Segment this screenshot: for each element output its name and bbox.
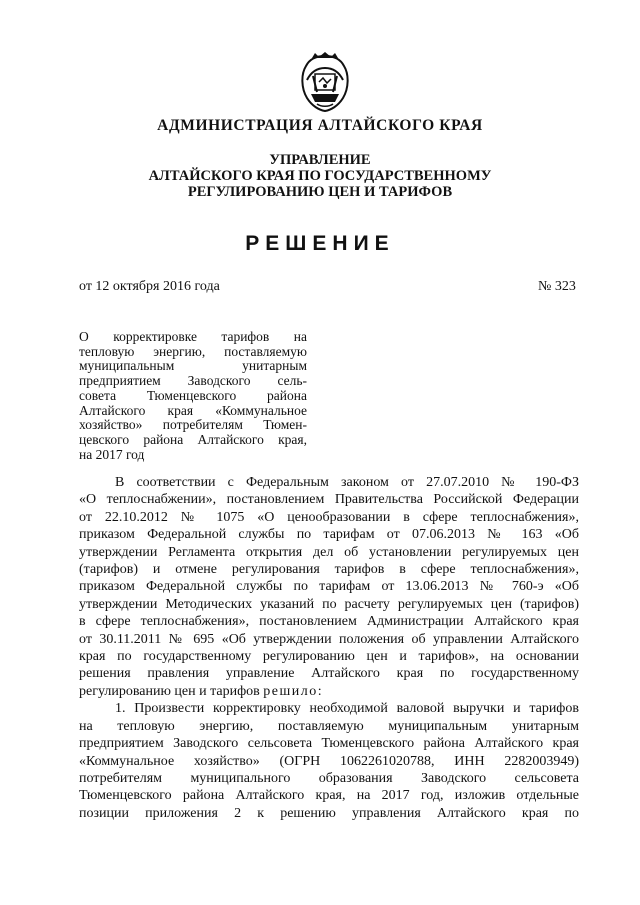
subject-line: О корректировке тарифов на bbox=[79, 329, 307, 344]
subject-line: цевского района Алтайского края, bbox=[79, 431, 307, 447]
document-date: от 12 октября 2016 года bbox=[79, 279, 220, 294]
body-line: (тарифов) и отмене регулирования тарифов в сфере теплоснабжения», bbox=[79, 562, 579, 578]
organization-title: АДМИНИСТРАЦИЯ АЛТАЙСКОГО КРАЯ bbox=[157, 117, 483, 134]
subject-line: совета Тюменцевского района bbox=[79, 387, 307, 403]
body-line: утверждении Методических указаний по расчету регулируемых цен (тарифов) bbox=[79, 596, 579, 612]
department-line: РЕГУЛИРОВАНИЮ ЦЕН И ТАРИФОВ bbox=[187, 184, 453, 200]
body-line: «О теплоснабжении», постановлением Правительства Российской Федерации bbox=[79, 492, 579, 508]
subject-line: муниципальным унитарным bbox=[79, 358, 307, 374]
department-title bbox=[0, 152, 640, 200]
body-line: приказом Федеральной службы по тарифам от 07.06.2013 № 163 «Об bbox=[79, 527, 579, 543]
item1-line: позиции приложения 2 к решению управления Алтайского края по bbox=[79, 805, 579, 821]
body-final-suffix: : bbox=[317, 683, 322, 699]
item1-line: «Коммунальное хозяйство» (ОГРН 1062261020788, ИНН 2282003949) bbox=[79, 753, 579, 769]
subject-block bbox=[79, 330, 307, 462]
coat-of-arms-icon bbox=[297, 52, 353, 112]
body-line: В соответствии с Федеральным законом от 27.07.2010 № 190-ФЗ bbox=[115, 475, 579, 490]
decided-word: решило bbox=[263, 683, 318, 699]
body-line: в сфере теплоснабжения», постановлением Администрации Алтайского края bbox=[79, 614, 579, 630]
body-line: края по государственному регулированию цен и тарифов», на основании bbox=[79, 649, 579, 665]
item1-line: на тепловую энергию, поставляемую муниципальным унитарным bbox=[79, 718, 579, 734]
subject-line: Алтайского края «Коммунальное bbox=[79, 402, 307, 418]
item1-line: предприятием Заводского сельсовета Тюменцевского района Алтайского края bbox=[79, 736, 579, 752]
body-line: приказом Федеральной службы по тарифам от 13.06.2013 № 760-э «Об bbox=[79, 579, 579, 595]
body-line: решения правления управление Алтайского края по государственному bbox=[79, 666, 579, 682]
body-line-final bbox=[79, 683, 579, 700]
document-number: № 323 bbox=[538, 279, 576, 294]
item1-line: 1. Произвести корректировку необходимой валовой выручки и тарифов bbox=[115, 701, 579, 717]
subject-line: на 2017 год bbox=[79, 446, 145, 462]
body-line: утверждении Регламента открытия дел об установлении регулируемых цен bbox=[79, 544, 579, 560]
body-line: от 30.11.2011 № 695 «Об утверждении положения об управлении Алтайского bbox=[79, 631, 579, 647]
body-final-prefix: регулированию цен и тарифов bbox=[79, 683, 264, 699]
department-line: УПРАВЛЕНИЕ bbox=[269, 152, 371, 168]
department-line: АЛТАЙСКОГО КРАЯ ПО ГОСУДАРСТВЕННОМУ bbox=[148, 168, 492, 184]
item1-line: потребителям муниципального образования Заводского сельсовета bbox=[79, 770, 579, 786]
subject-line: предприятием Заводского сель- bbox=[79, 373, 307, 389]
subject-line: тепловую энергию, поставляемую bbox=[79, 343, 307, 359]
body-line: от 22.10.2012 № 1075 «О ценообразовании в сфере теплоснабжения», bbox=[79, 509, 579, 525]
item1-line: Тюменцевского района Алтайского края, на 2017 год, изложив отдельные bbox=[79, 788, 579, 804]
body-text bbox=[79, 474, 579, 822]
document-type-title: РЕШЕНИЕ bbox=[245, 232, 395, 255]
subject-line: хозяйство» потребителям Тюмен- bbox=[79, 417, 307, 433]
